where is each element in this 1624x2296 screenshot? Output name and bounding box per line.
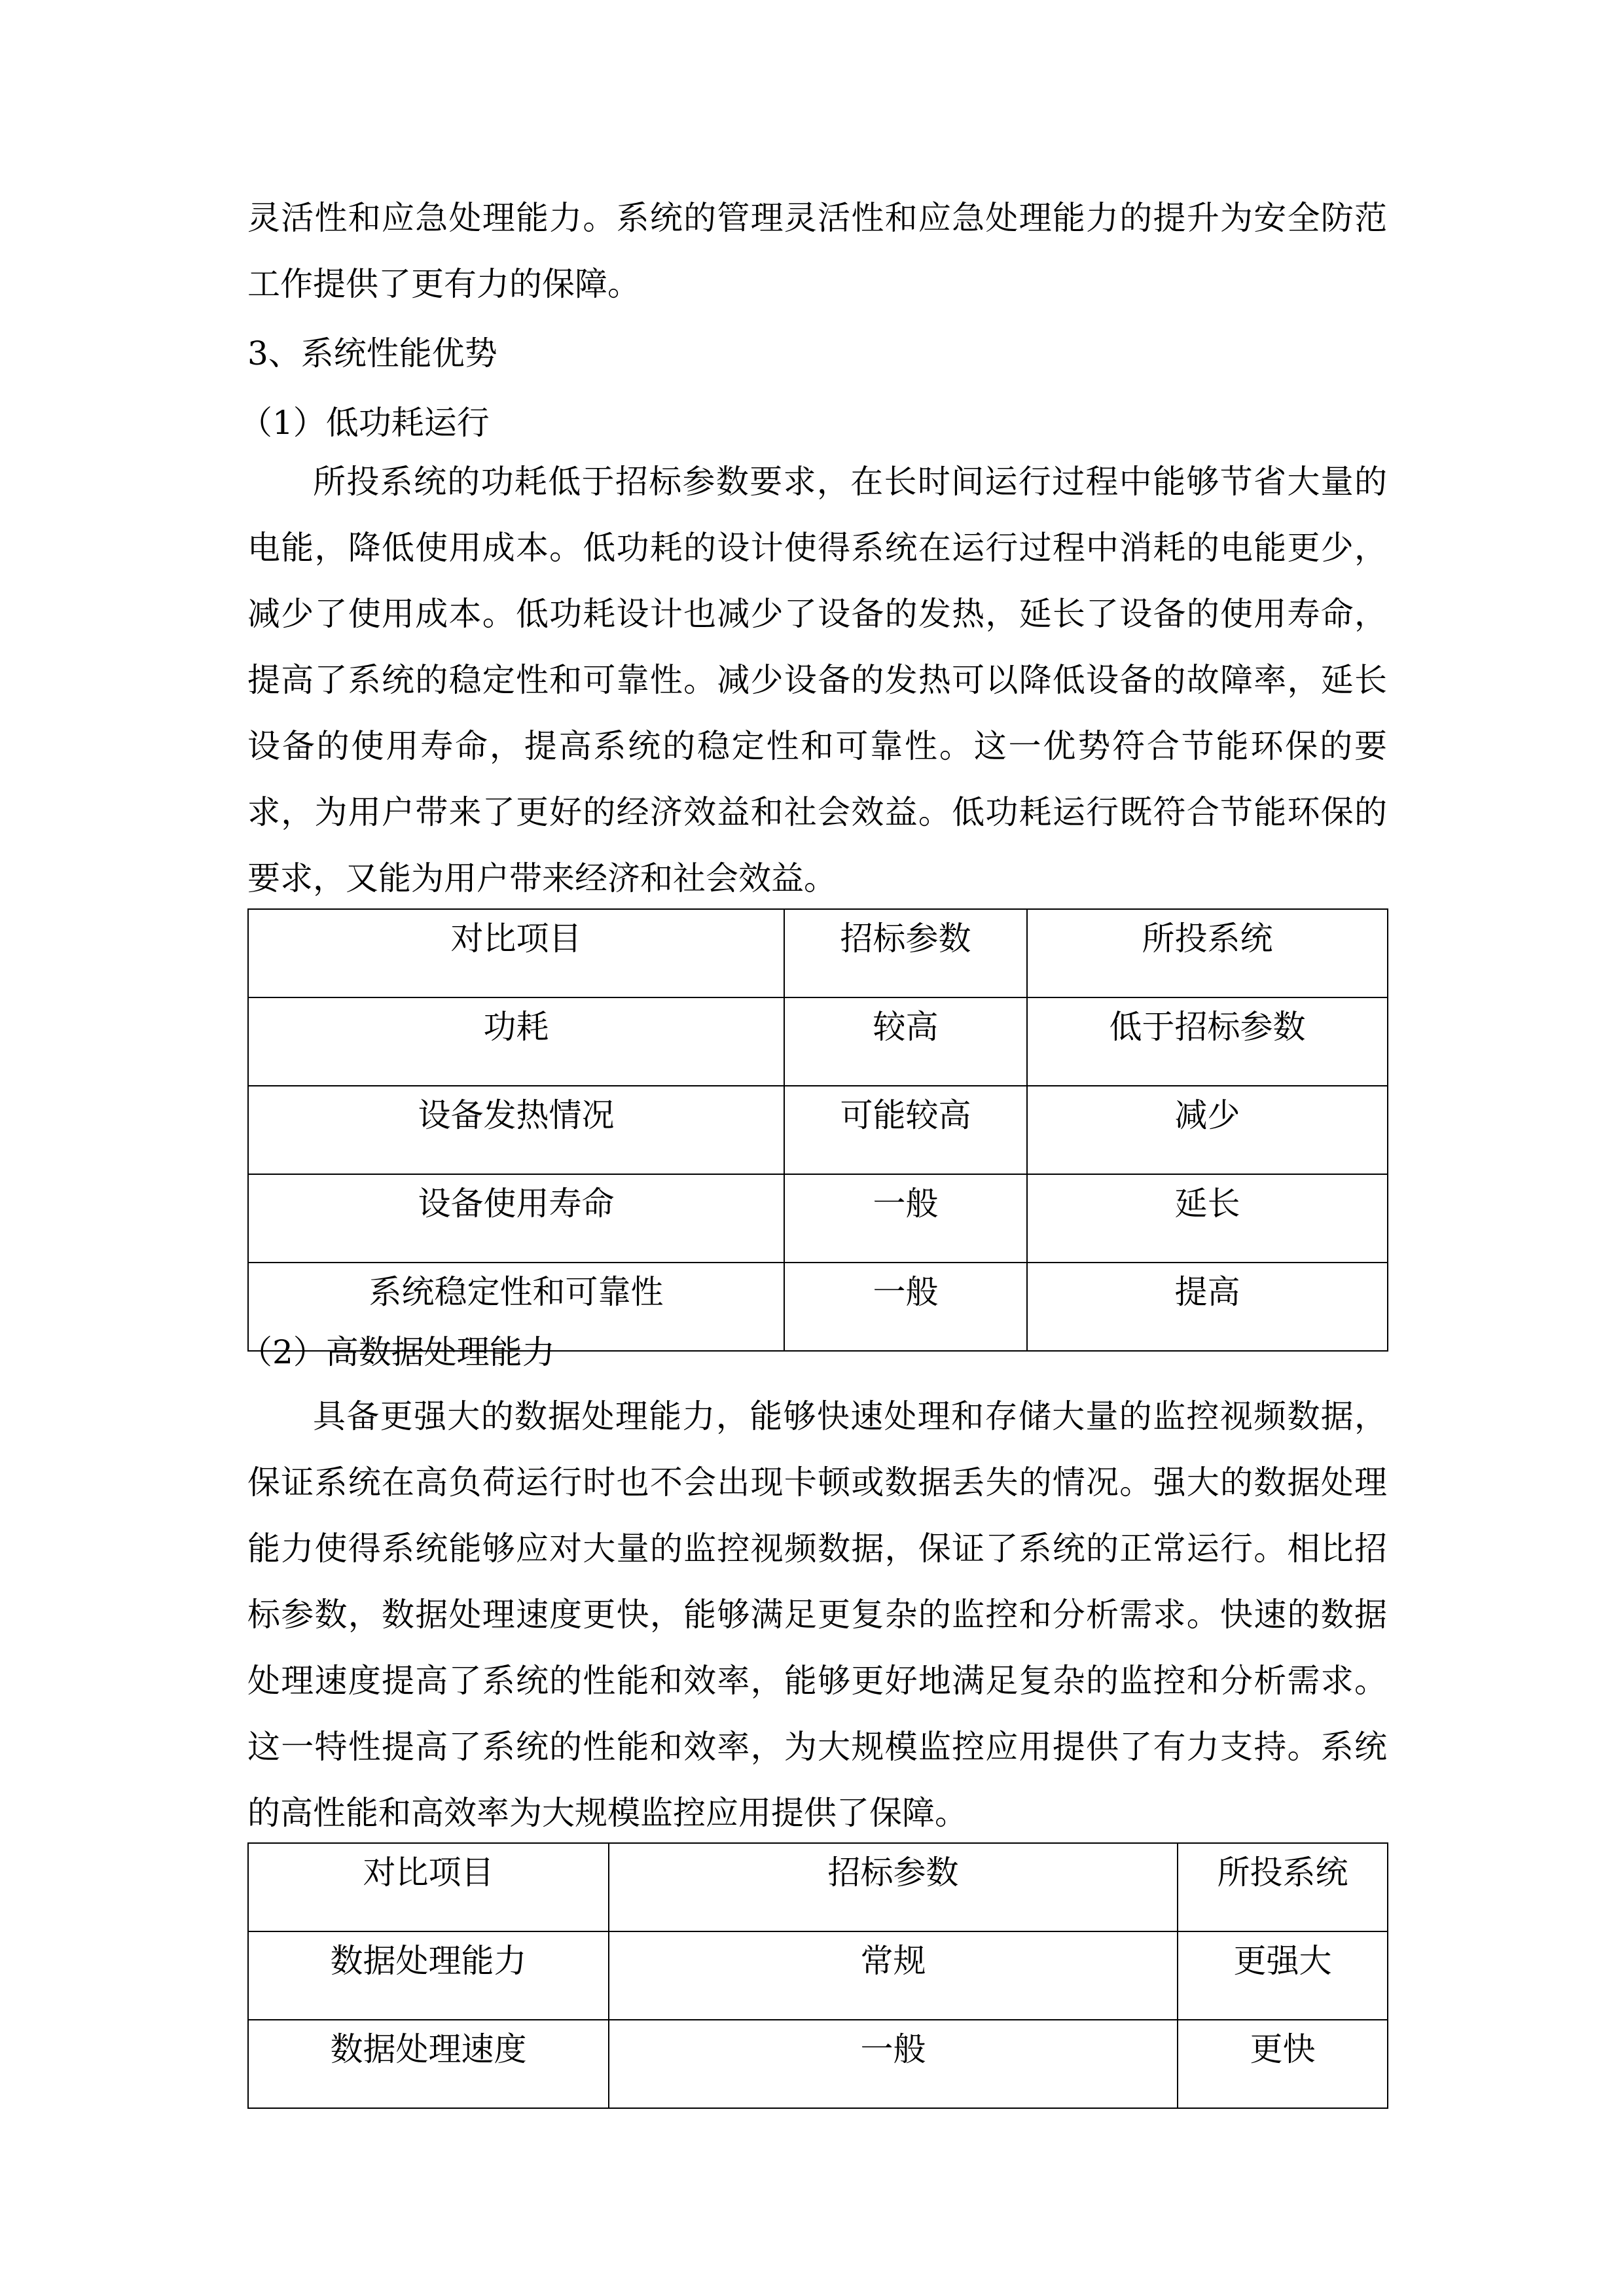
power-comparison-table [247,908,1388,1352]
table-row [248,997,1388,1086]
intro-paragraph [247,185,1387,317]
sub2-paragraph-text: 具备更强大的数据处理能力，能够快速处理和存储大量的监控视频数据，保证系统在高负荷运行时也不会出现卡顿或数据丢失的情况。强大的数据处理能力使得系统能够应对大量的监控视频数据，保证了系统的正常运行。相比招标参数，数据处理速度更快，能够满足更复杂的监控和分析需求。快速的数据处理速度提高了系统的性能和效率，能够更好地满足复杂的监控和分析需求。这一特性提高了系统的性能和效率，为大规模监控应用提供了有力支持。系统的高性能和高效率为大规模监控应用提供了保障。 [247,1397,1387,1832]
table-cell: 设备发热情况 [248,1086,784,1174]
sub1-paragraph-text: 所投系统的功耗低于招标参数要求，在长时间运行过程中能够节省大量的电能，降低使用成本。低功耗的设计使得系统在运行过程中消耗的电能更少，减少了使用成本。低功耗设计也减少了设备的发热，延长了设备的使用寿命，提高了系统的稳定性和可靠性。减少设备的发热可以降低设备的故障率，延长设备的使用寿命，提高系统的稳定性和可靠性。这一优势符合节能环保的要求，为用户带来了更好的经济效益和社会效益。低功耗运行既符合节能环保的要求，又能为用户带来经济和社会效益。 [247,463,1387,897]
sub1-heading-text: （1）低功耗运行 [240,404,490,442]
table-cell: 更快 [1178,2020,1388,2108]
intro-text: 灵活性和应急处理能力。系统的管理灵活性和应急处理能力的提升为安全防范工作提供了更有力的保障。 [247,199,1387,303]
table-cell: 可能较高 [784,1086,1027,1174]
header-cell: 招标参数 [609,1843,1178,1931]
table-cell: 常规 [609,1931,1178,2020]
sub2-heading-text: （2）高数据处理能力 [240,1333,555,1371]
data-processing-comparison-table [247,1842,1388,2109]
table-row [248,2020,1388,2108]
table-row [248,1174,1388,1263]
table-cell: 更强大 [1178,1931,1388,2020]
table-cell: 一般 [609,2020,1178,2108]
header-cell: 所投系统 [1178,1843,1388,1931]
table-cell: 低于招标参数 [1027,997,1388,1086]
table-cell: 一般 [784,1174,1027,1263]
table-header-row [248,1843,1388,1931]
table-cell: 设备使用寿命 [248,1174,784,1263]
table-row [248,1931,1388,2020]
sub1-heading [240,390,1379,456]
table-cell: 数据处理速度 [248,2020,609,2108]
header-cell: 招标参数 [784,909,1027,997]
table-cell: 数据处理能力 [248,1931,609,2020]
table-cell: 减少 [1027,1086,1388,1174]
table-cell: 较高 [784,997,1027,1086]
table-cell: 延长 [1027,1174,1388,1263]
table-cell: 系统稳定性和可靠性 [248,1263,784,1351]
section-heading-text: 3、系统性能优势 [247,334,497,372]
sub2-heading [240,1319,1379,1386]
sub1-paragraph [247,449,1387,912]
section-heading [247,321,1387,387]
table-cell: 提高 [1027,1263,1388,1351]
table-cell: 功耗 [248,997,784,1086]
header-cell: 所投系统 [1027,909,1388,997]
sub2-paragraph [247,1384,1387,1846]
table-header-row [248,909,1388,997]
header-cell: 对比项目 [248,909,784,997]
table-row [248,1086,1388,1174]
table-cell: 一般 [784,1263,1027,1351]
header-cell: 对比项目 [248,1843,609,1931]
